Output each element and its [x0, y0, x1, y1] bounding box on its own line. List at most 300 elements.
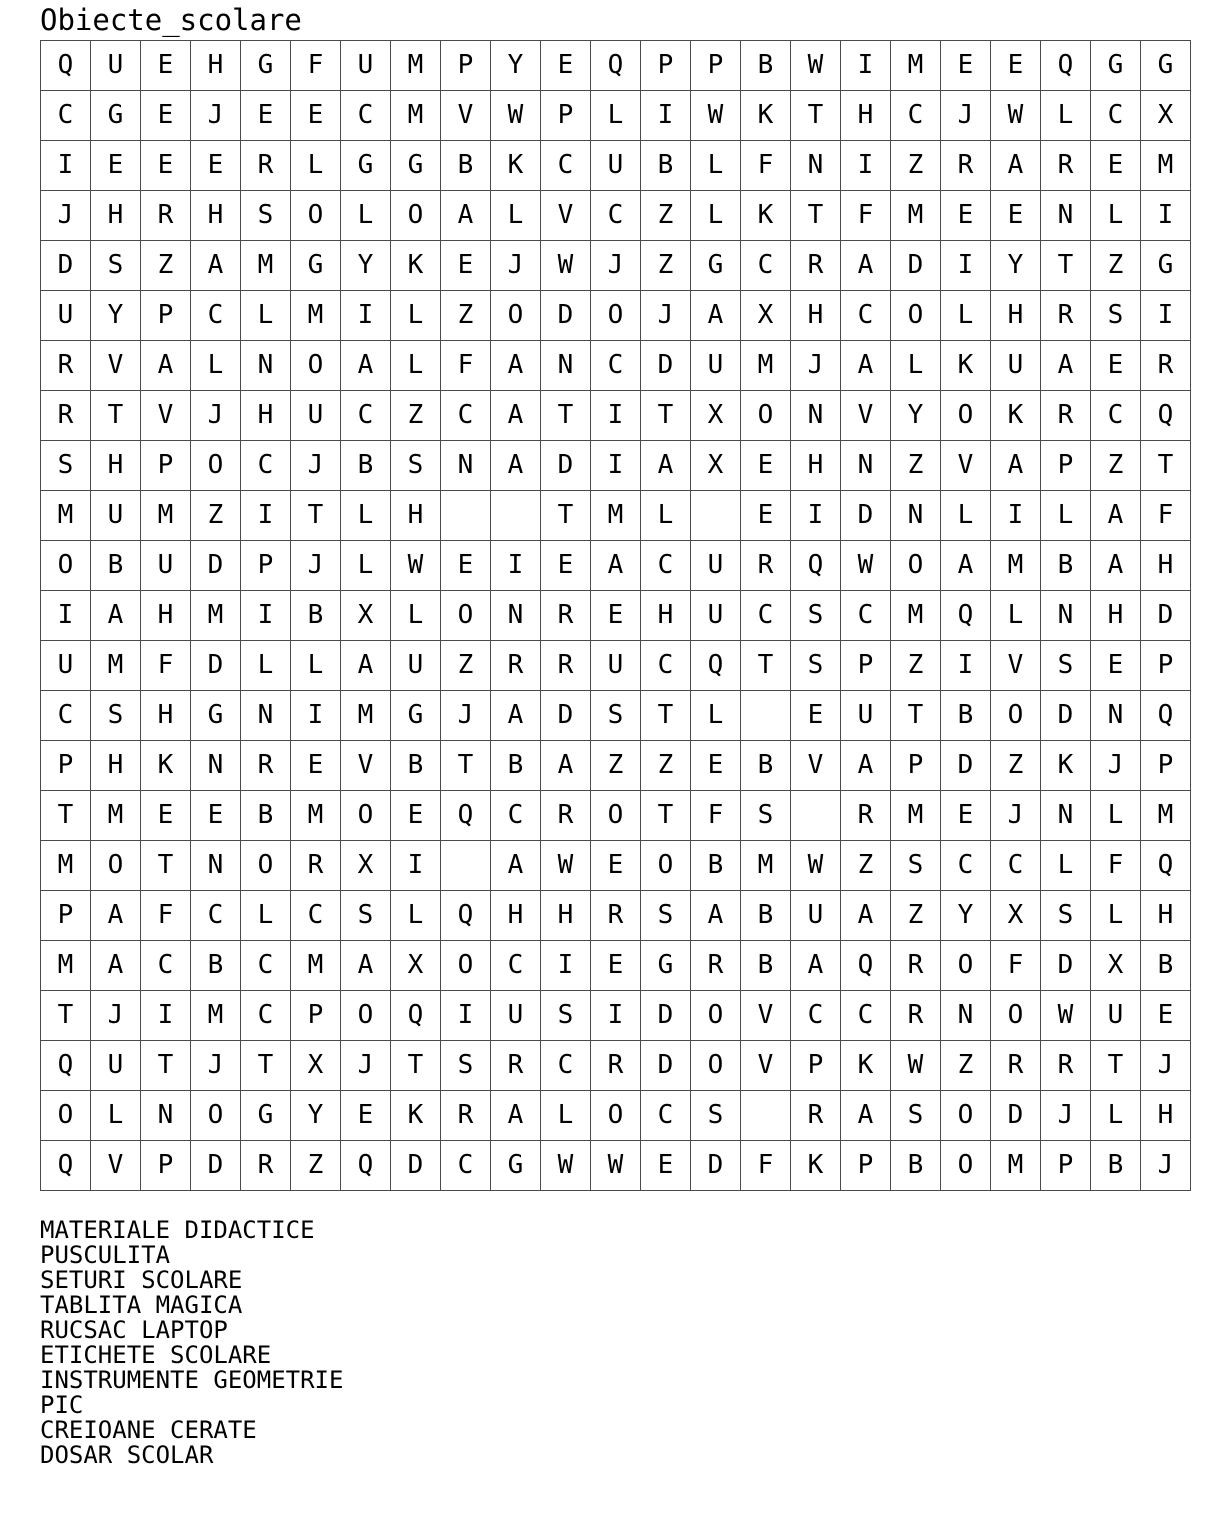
grid-cell: Z [141, 241, 191, 291]
grid-cell: M [241, 241, 291, 291]
grid-cell: T [1091, 1041, 1141, 1091]
grid-cell: P [41, 741, 91, 791]
grid-cell: B [291, 591, 341, 641]
grid-cell: L [941, 491, 991, 541]
grid-cell: I [391, 841, 441, 891]
grid-cell: V [841, 391, 891, 441]
grid-cell: K [1041, 741, 1091, 791]
grid-cell: G [1141, 241, 1191, 291]
grid-cell: E [141, 141, 191, 191]
grid-cell: H [841, 91, 891, 141]
grid-cell: I [841, 41, 891, 91]
grid-cell: R [141, 191, 191, 241]
grid-cell: T [441, 741, 491, 791]
grid-cell: N [491, 591, 541, 641]
grid-cell: A [841, 741, 891, 791]
grid-cell: D [641, 341, 691, 391]
word-list-item: CREIOANE CERATE [40, 1416, 257, 1444]
grid-cell: A [191, 241, 241, 291]
grid-cell: B [1091, 1141, 1141, 1191]
grid-cell: O [691, 991, 741, 1041]
grid-cell: U [41, 641, 91, 691]
grid-cell: R [991, 1041, 1041, 1091]
grid-cell: Q [791, 541, 841, 591]
grid-cell: O [491, 291, 541, 341]
grid-cell: U [841, 691, 891, 741]
grid-cell: J [191, 91, 241, 141]
grid-cell: E [941, 41, 991, 91]
grid-cell: R [41, 391, 91, 441]
grid-cell: D [191, 1141, 241, 1191]
grid-cell: E [141, 91, 191, 141]
grid-row [41, 691, 1191, 741]
grid-cell: L [291, 641, 341, 691]
grid-cell: C [641, 541, 691, 591]
grid-cell: O [391, 191, 441, 241]
grid-cell: L [541, 1091, 591, 1141]
grid-cell: H [141, 691, 191, 741]
grid-cell: O [591, 1091, 641, 1141]
grid-cell: H [541, 891, 591, 941]
grid-cell: M [91, 641, 141, 691]
grid-cell: L [491, 191, 541, 241]
grid-cell: O [341, 791, 391, 841]
grid-cell: W [541, 841, 591, 891]
grid-cell: B [391, 741, 441, 791]
grid-cell: Q [41, 41, 91, 91]
grid-cell: K [141, 741, 191, 791]
grid-cell: P [141, 291, 191, 341]
grid-cell: R [241, 741, 291, 791]
grid-cell: A [841, 891, 891, 941]
grid-cell: A [841, 341, 891, 391]
grid-cell: P [541, 91, 591, 141]
grid-cell: D [1141, 591, 1191, 641]
grid-cell: C [991, 841, 1041, 891]
grid-cell: G [491, 1141, 541, 1191]
grid-cell: U [41, 291, 91, 341]
grid-cell: R [41, 341, 91, 391]
grid-cell: R [741, 541, 791, 591]
grid-cell: C [441, 1141, 491, 1191]
grid-cell: W [491, 91, 541, 141]
grid-cell: R [241, 1141, 291, 1191]
grid-row [41, 341, 1191, 391]
grid-cell: R [441, 1091, 491, 1141]
grid-cell: J [791, 341, 841, 391]
grid-cell: V [441, 91, 491, 141]
grid-cell: A [91, 941, 141, 991]
grid-cell: R [1041, 141, 1091, 191]
grid-cell: K [991, 391, 1041, 441]
grid-cell: Q [941, 591, 991, 641]
grid-cell: J [991, 791, 1041, 841]
grid-cell: U [991, 341, 1041, 391]
grid-cell: T [41, 991, 91, 1041]
grid-cell: I [641, 91, 691, 141]
grid-cell: X [1091, 941, 1141, 991]
grid-cell: D [941, 741, 991, 791]
grid-cell: U [691, 541, 741, 591]
grid-cell: A [841, 241, 891, 291]
grid-cell: C [341, 391, 391, 441]
grid-cell: G [641, 941, 691, 991]
grid-cell: I [841, 141, 891, 191]
grid-cell: S [791, 591, 841, 641]
grid-cell: C [191, 891, 241, 941]
grid-cell: T [91, 391, 141, 441]
grid-cell: L [1091, 191, 1141, 241]
grid-cell: L [591, 91, 641, 141]
grid-cell: J [191, 1041, 241, 1091]
grid-cell: D [191, 641, 241, 691]
grid-cell: E [141, 791, 191, 841]
grid-cell: S [41, 441, 91, 491]
grid-cell: E [1091, 141, 1141, 191]
grid-cell: Q [691, 641, 741, 691]
grid-cell: E [441, 541, 491, 591]
grid-cell: C [291, 891, 341, 941]
grid-cell: B [1141, 941, 1191, 991]
grid-cell: R [791, 241, 841, 291]
grid-cell: F [141, 641, 191, 691]
grid-cell: S [791, 641, 841, 691]
grid-cell: O [191, 441, 241, 491]
grid-cell: S [741, 791, 791, 841]
grid-cell: C [891, 91, 941, 141]
grid-cell: Z [941, 1041, 991, 1091]
grid-cell: J [1041, 1091, 1091, 1141]
grid-row [41, 641, 1191, 691]
grid-cell [791, 791, 841, 841]
grid-cell: S [1041, 641, 1091, 691]
grid-cell: L [241, 891, 291, 941]
grid-cell: D [891, 241, 941, 291]
grid-cell: R [541, 641, 591, 691]
grid-cell: B [641, 141, 691, 191]
grid-cell: A [691, 891, 741, 941]
grid-cell: E [441, 241, 491, 291]
grid-cell: Z [891, 891, 941, 941]
grid-cell: U [591, 141, 641, 191]
grid-cell: Z [641, 241, 691, 291]
grid-cell: O [991, 991, 1041, 1041]
grid-cell: Z [291, 1141, 341, 1191]
grid-cell: N [441, 441, 491, 491]
grid-cell: M [291, 291, 341, 341]
grid-cell: O [941, 1141, 991, 1191]
grid-cell: I [341, 291, 391, 341]
grid-cell: S [641, 891, 691, 941]
grid-cell: Q [1141, 391, 1191, 441]
grid-cell: M [991, 541, 1041, 591]
grid-row [41, 241, 1191, 291]
grid-cell: C [641, 641, 691, 691]
grid-row [41, 441, 1191, 491]
grid-cell [441, 841, 491, 891]
grid-cell: M [141, 491, 191, 541]
grid-cell: G [191, 691, 241, 741]
grid-cell: E [191, 141, 241, 191]
grid-cell: O [941, 391, 991, 441]
grid-cell: I [291, 691, 341, 741]
grid-cell: L [391, 291, 441, 341]
grid-cell: V [741, 1041, 791, 1091]
grid-cell: A [91, 891, 141, 941]
grid-cell: K [741, 91, 791, 141]
grid-row [41, 191, 1191, 241]
grid-cell: R [591, 1041, 641, 1091]
grid-cell: B [741, 41, 791, 91]
grid-cell: E [641, 1141, 691, 1191]
grid-cell: R [491, 1041, 541, 1091]
grid-cell: B [191, 941, 241, 991]
grid-cell: Y [891, 391, 941, 441]
grid-cell: H [791, 291, 841, 341]
grid-cell: L [891, 341, 941, 391]
grid-cell: G [241, 41, 291, 91]
grid-cell: E [941, 191, 991, 241]
grid-cell: M [741, 341, 791, 391]
grid-cell: N [1041, 191, 1091, 241]
grid-cell: P [841, 1141, 891, 1191]
grid-cell: A [841, 1091, 891, 1141]
grid-cell: C [791, 991, 841, 1041]
grid-cell: P [241, 541, 291, 591]
word-list [40, 1218, 343, 1468]
grid-row [41, 741, 1191, 791]
grid-cell: Z [641, 741, 691, 791]
grid-cell: N [191, 741, 241, 791]
grid-cell: J [941, 91, 991, 141]
grid-cell: H [1091, 591, 1141, 641]
grid-cell: O [641, 841, 691, 891]
grid-cell: A [491, 341, 541, 391]
grid-cell: R [1041, 1041, 1091, 1091]
grid-cell: E [741, 491, 791, 541]
grid-cell: M [91, 791, 141, 841]
grid-cell: E [341, 1091, 391, 1141]
grid-cell: N [1041, 591, 1091, 641]
grid-cell: M [191, 991, 241, 1041]
grid-cell: N [891, 491, 941, 541]
grid-cell: N [541, 341, 591, 391]
grid-cell: J [291, 441, 341, 491]
grid-row [41, 1041, 1191, 1091]
grid-cell: V [541, 191, 591, 241]
word-list-item: ETICHETE SCOLARE [40, 1341, 272, 1369]
grid-cell: E [1141, 991, 1191, 1041]
grid-cell: V [741, 991, 791, 1041]
grid-row [41, 291, 1191, 341]
grid-cell: C [41, 91, 91, 141]
grid-cell: U [691, 341, 741, 391]
grid-cell: W [791, 41, 841, 91]
grid-row [41, 891, 1191, 941]
grid-cell: W [991, 91, 1041, 141]
grid-row [41, 791, 1191, 841]
grid-cell: Y [341, 241, 391, 291]
grid-cell: Z [441, 291, 491, 341]
grid-cell: M [1141, 141, 1191, 191]
grid-row [41, 541, 1191, 591]
grid-cell: M [991, 1141, 1041, 1191]
grid-cell: F [741, 141, 791, 191]
grid-cell: F [1141, 491, 1191, 541]
grid-cell: K [841, 1041, 891, 1091]
grid-cell: O [191, 1091, 241, 1141]
grid-cell: O [691, 1041, 741, 1091]
grid-cell: B [1041, 541, 1091, 591]
grid-cell: U [691, 591, 741, 641]
grid-cell: A [491, 691, 541, 741]
grid-cell: M [191, 591, 241, 641]
word-list-item: TABLITA MAGICA [40, 1291, 243, 1319]
grid-cell: D [641, 991, 691, 1041]
word-list-item: PIC [40, 1391, 84, 1419]
grid-cell: H [1141, 1091, 1191, 1141]
grid-cell: D [191, 541, 241, 591]
grid-cell: Y [941, 891, 991, 941]
grid-cell: I [1141, 291, 1191, 341]
grid-cell: E [1091, 641, 1141, 691]
grid-cell: V [941, 441, 991, 491]
grid-cell: F [1091, 841, 1141, 891]
grid-cell: T [41, 791, 91, 841]
grid-cell: A [991, 141, 1041, 191]
grid-cell: L [341, 541, 391, 591]
grid-cell: V [91, 341, 141, 391]
grid-cell: R [591, 891, 641, 941]
grid-cell: K [391, 1091, 441, 1141]
grid-cell: E [391, 791, 441, 841]
grid-row [41, 41, 1191, 91]
grid-cell: P [691, 41, 741, 91]
grid-cell: L [291, 141, 341, 191]
grid-cell: U [141, 541, 191, 591]
grid-cell: K [941, 341, 991, 391]
grid-cell: N [241, 341, 291, 391]
grid-cell: Q [391, 991, 441, 1041]
grid-cell: H [91, 191, 141, 241]
grid-cell: B [441, 141, 491, 191]
grid-cell: P [1141, 741, 1191, 791]
grid-cell: G [241, 1091, 291, 1141]
grid-cell: A [1041, 341, 1091, 391]
grid-cell: R [941, 141, 991, 191]
grid-cell: L [191, 341, 241, 391]
grid-cell: O [441, 941, 491, 991]
grid-cell: P [1141, 641, 1191, 691]
grid-cell: A [491, 1091, 541, 1141]
grid-cell: L [391, 891, 441, 941]
grid-cell: I [41, 591, 91, 641]
grid-cell: W [541, 1141, 591, 1191]
grid-cell: G [1141, 41, 1191, 91]
grid-cell: Q [591, 41, 641, 91]
grid-cell: U [91, 491, 141, 541]
grid-cell: L [391, 341, 441, 391]
grid-cell: X [341, 591, 391, 641]
grid-cell: O [341, 991, 391, 1041]
grid-cell [741, 691, 791, 741]
grid-cell: M [291, 791, 341, 841]
grid-cell: I [441, 991, 491, 1041]
grid-cell: U [91, 41, 141, 91]
grid-cell: T [141, 841, 191, 891]
page-title: Obiecte_scolare [40, 3, 302, 37]
grid-cell: R [491, 641, 541, 691]
grid-cell: E [291, 741, 341, 791]
grid-cell: E [241, 91, 291, 141]
grid-row [41, 391, 1191, 441]
grid-cell: S [341, 891, 391, 941]
grid-cell: W [391, 541, 441, 591]
grid-cell: K [491, 141, 541, 191]
grid-cell: C [541, 141, 591, 191]
grid-cell: M [1141, 791, 1191, 841]
grid-cell: I [141, 991, 191, 1041]
grid-cell: Z [991, 741, 1041, 791]
grid-cell: L [941, 291, 991, 341]
grid-cell: Y [91, 291, 141, 341]
grid-cell: L [1091, 891, 1141, 941]
grid-row [41, 91, 1191, 141]
grid-cell: E [591, 591, 641, 641]
grid-cell: X [991, 891, 1041, 941]
grid-cell: M [741, 841, 791, 891]
grid-cell: X [341, 841, 391, 891]
grid-cell: Q [1141, 841, 1191, 891]
grid-cell: J [41, 191, 91, 241]
grid-cell: A [491, 441, 541, 491]
grid-cell: A [441, 191, 491, 241]
grid-cell: C [241, 991, 291, 1041]
grid-cell: A [991, 441, 1041, 491]
grid-cell: B [91, 541, 141, 591]
grid-cell: Q [41, 1041, 91, 1091]
grid-cell: B [941, 691, 991, 741]
grid-cell: P [41, 891, 91, 941]
grid-cell: J [591, 241, 641, 291]
grid-cell: Y [491, 41, 541, 91]
grid-cell: I [241, 491, 291, 541]
grid-cell: A [141, 341, 191, 391]
grid-cell: Q [1141, 691, 1191, 741]
grid-cell: E [91, 141, 141, 191]
grid-cell: E [291, 91, 341, 141]
grid-cell: G [1091, 41, 1141, 91]
grid-cell: C [741, 591, 791, 641]
grid-cell: C [841, 591, 891, 641]
grid-cell: Y [991, 241, 1041, 291]
grid-cell: K [741, 191, 791, 241]
grid-cell: S [891, 841, 941, 891]
grid-cell: S [591, 691, 641, 741]
grid-cell: A [541, 741, 591, 791]
grid-cell: X [741, 291, 791, 341]
grid-cell: T [241, 1041, 291, 1091]
grid-cell: M [891, 591, 941, 641]
grid-cell: C [241, 941, 291, 991]
grid-cell: U [341, 41, 391, 91]
grid-cell: T [391, 1041, 441, 1091]
grid-cell: L [241, 291, 291, 341]
grid-cell: Z [891, 441, 941, 491]
grid-cell: C [591, 341, 641, 391]
grid-cell: E [191, 791, 241, 841]
grid-cell: L [91, 1091, 141, 1141]
